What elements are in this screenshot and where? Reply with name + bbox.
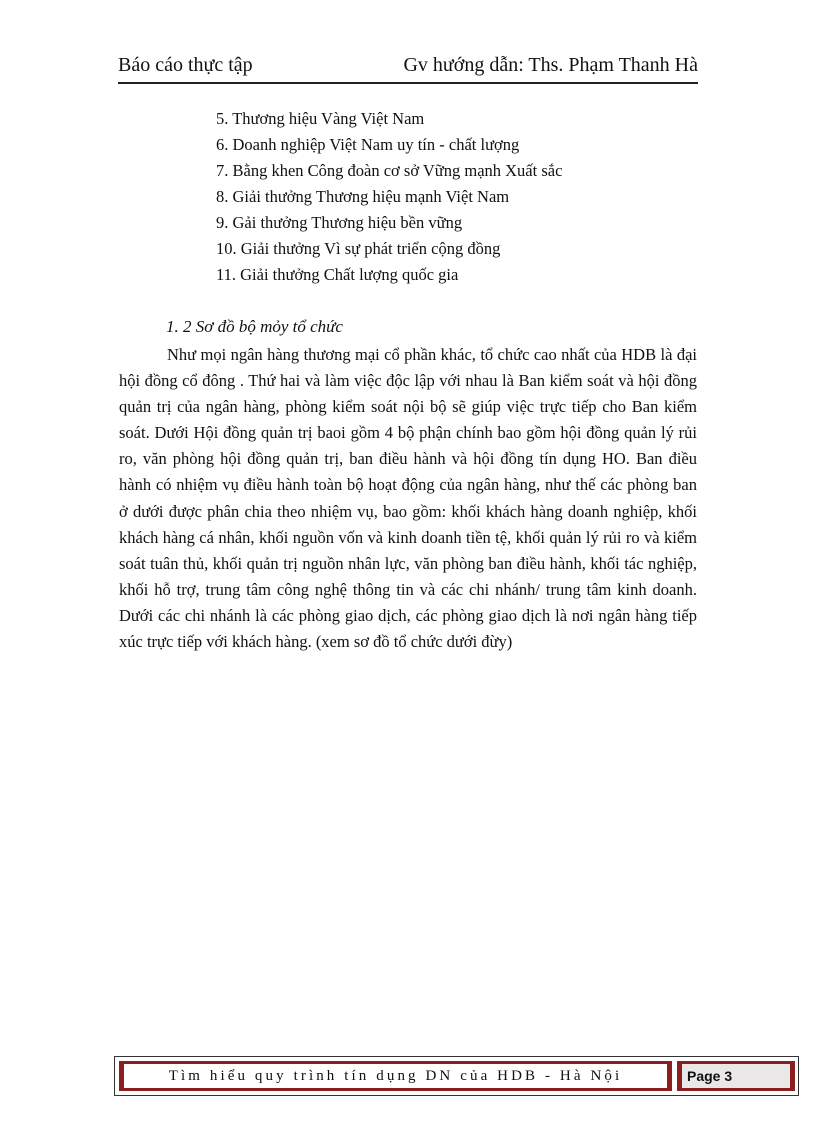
section-heading: 1. 2 Sơ đồ bộ mỏy tổ chức <box>166 317 343 336</box>
supervisor-name: Gv hướng dẫn: Ths. Phạm Thanh Hà <box>403 54 698 76</box>
awards-list <box>216 106 562 288</box>
footer-title-frame <box>119 1061 672 1091</box>
footer-page-frame <box>677 1061 795 1091</box>
list-item: 7. Bằng khen Công đoàn cơ sở Vững mạnh Xuất sắc <box>216 161 563 180</box>
list-item: 9. Gải thưởng Thương hiệu bền vững <box>216 213 463 232</box>
page-header <box>118 52 698 84</box>
body-paragraph: Như mọi ngân hàng thương mại cổ phần khác, tổ chức cao nhất của HDB là đại hội đồng cổ đông . Thứ hai và làm việc độc lập với nhau là Ban kiểm soát và hội đồng quản trị của ngân hàng, phòng kiểm soát nội bộ sẽ giúp việc trực tiếp cho Ban kiểm soát. Dưới Hội đồng quản trị baoi gồm 4 bộ phận chính bao gồm hội đồng quản lý rủi ro, văn phòng hội đồng quản trị, ban điều hành và hội đồng tín dụng HO. Ban điều hành có nhiệm vụ điều hành toàn bộ hoạt động của ngân hàng, như thế các phòng ban ở dưới được phân chia theo nhiệm vụ, bao gồm: khối khách hàng doanh nghiệp, khối khách hàng cá nhân, khối nguồn vốn và kinh doanh tiền tệ, khối quản lý rủi ro và kiểm soát tuân thủ, khối quản trị nguồn nhân lực, văn phòng ban điều hành, khối tác nghiệp, khối hỗ trợ, trung tâm công nghệ thông tin và các chi nhánh/ trung tâm kinh doanh. Dưới các chi nhánh là các phòng giao dịch, các phòng giao dịch là nơi ngân hàng tiếp xúc trực tiếp với khách hàng. (xem sơ đồ tổ chức dưới đừy) <box>119 345 697 652</box>
list-item: 8. Giải thưởng Thương hiệu mạnh Việt Nam <box>216 187 510 206</box>
footer-title: Tìm hiểu quy trình tín dụng DN của HDB - Hà Nội <box>124 1064 667 1088</box>
list-item: 5. Thương hiệu Vàng Việt Nam <box>216 109 425 128</box>
list-item: 10. Giải thưởng Vì sự phát triển cộng đồng <box>216 239 501 258</box>
page-number: Page 3 <box>682 1064 790 1088</box>
report-title: Báo cáo thực tập <box>118 54 253 76</box>
list-item: 6. Doanh nghiệp Việt Nam uy tín - chất lượng <box>216 135 520 154</box>
page-footer <box>114 1056 799 1096</box>
list-item: 11. Giải thưởng Chất lượng quốc gia <box>216 265 459 284</box>
